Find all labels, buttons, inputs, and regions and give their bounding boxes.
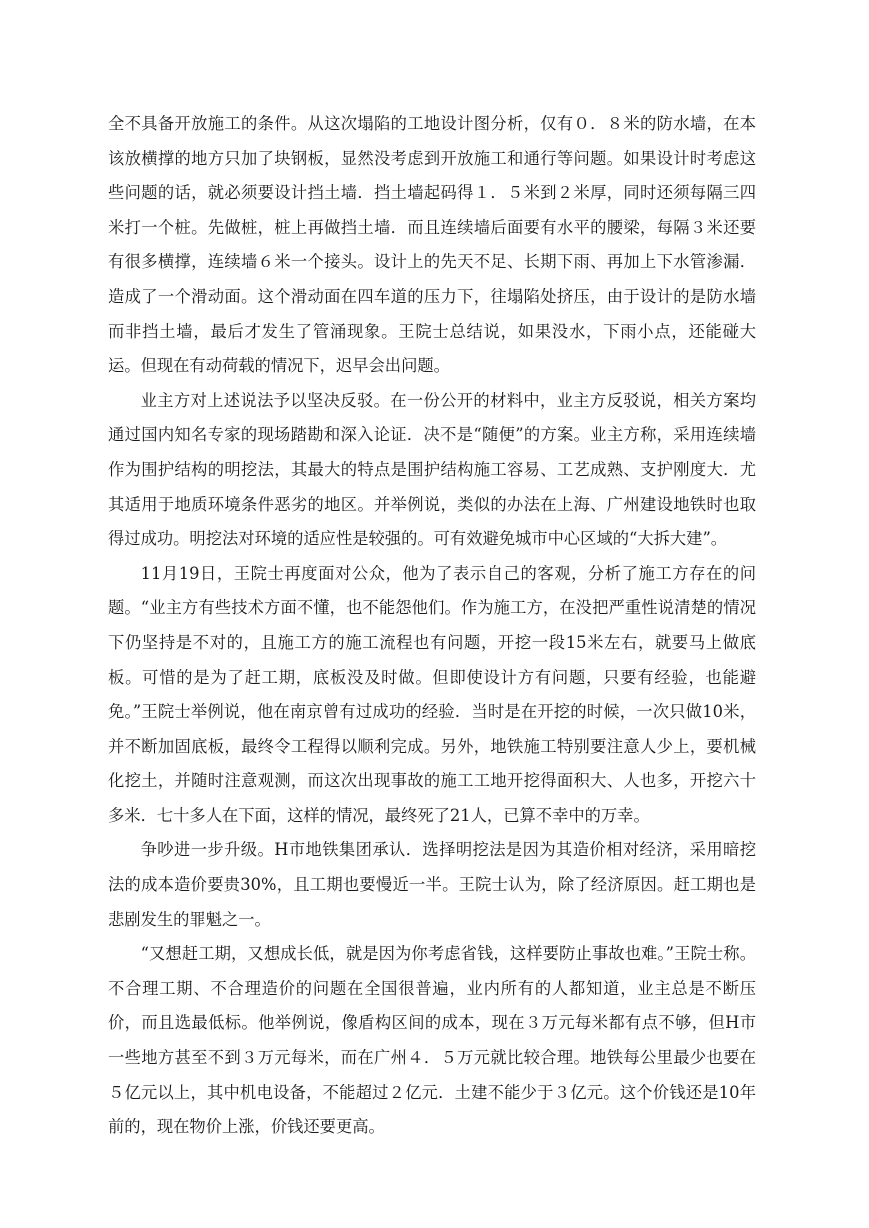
paragraph-1: 全不具备开放施工的条件。从这次塌陷的工地设计图分析，仅有０．８米的防水墙，在本该放横撑的地方只加了块钢板，显然没考虑到开放施工和通行等问题。如果设计时考虑这些问题的话，就必须要设计挡土墙．挡土墙起码得１．５米到２米厚，同时还须每隔三四米打一个桩。先做桩，桩上再做挡土墙．而且连续墙后面要有水平的腰梁，每隔３米还要有很多横撑，连续墙６米一个接头。设计上的先天不足、长期下雨、再加上下水管渗漏．造成了一个滑动面。这个滑动面在四车道的压力下，往塌陷处挤压，由于设计的是防水墙而非挡土墙，最后才发生了管涌现象。王院士总结说，如果没水，下雨小点，还能碰大运。但现在有动荷载的情况下，迟早会出问题。 — [108, 114, 756, 376]
article-body — [108, 107, 756, 1145]
paragraph-3: 11月19日，王院士再度面对公众，他为了表示自己的客观，分析了施工方存在的问题。“业主方有些技术方面不懂，也不能怨他们。作为施工方，在没把严重性说清楚的情况下仍坚持是不对的，且施工方的施工流程也有问题，开挖一段15米左右，就要马上做底板。可惜的是为了赶工期，底板没及时做。但即使设计方有问题，只要有经验，也能避免。”王院士举例说，他在南京曾有过成功的经验．当时是在开挖的时候，一次只做10米，并不断加固底板，最终令工程得以顺利完成。另外，地铁施工特别要注意人少上，要机械化挖土，并随时注意观测，而这次出现事故的施工工地开挖得面积大、人也多，开挖六十多米．七十多人在下面，这样的情况，最终死了21人，已算不幸中的万幸。 — [108, 563, 756, 825]
paragraph-4: 争吵进一步升级。H市地铁集团承认．选择明挖法是因为其造价相对经济，采用暗挖法的成本造价要贵30%，且工期也要慢近一半。王院士认为，除了经济原因。赶工期也是悲剧发生的罪魁之一。 — [108, 840, 756, 929]
paragraph-2: 业主方对上述说法予以坚决反驳。在一份公开的材料中，业主方反驳说，相关方案均通过国内知名专家的现场踏勘和深入论证．决不是“随便”的方案。业主方称，采用连续墙作为围护结构的明挖法，其最大的特点是围护结构施工容易、工艺成熟、支护刚度大．尤其适用于地质环境条件恶劣的地区。并举例说，类似的办法在上海、广州建设地铁时也取得过成功。明挖法对环境的适应性是较强的。可有效避免城市中心区域的“大拆大建”。 — [108, 390, 756, 549]
paragraph-5: “又想赶工期，又想成长低，就是因为你考虑省钱，这样要防止事故也难。”王院士称。不合理工期、不合理造价的问题在全国很普遍，业内所有的人都知道，业主总是不断压价，而且选最低标。他举例说，像盾构区间的成本，现在３万元每米都有点不够，但H市一些地方甚至不到３万元每米，而在广州４．５万元就比较合理。地铁每公里最少也要在５亿元以上，其中机电设备，不能超过２亿元．土建不能少于３亿元。这个价钱还是10年前的，现在物价上涨，价钱还要更高。 — [108, 944, 756, 1137]
